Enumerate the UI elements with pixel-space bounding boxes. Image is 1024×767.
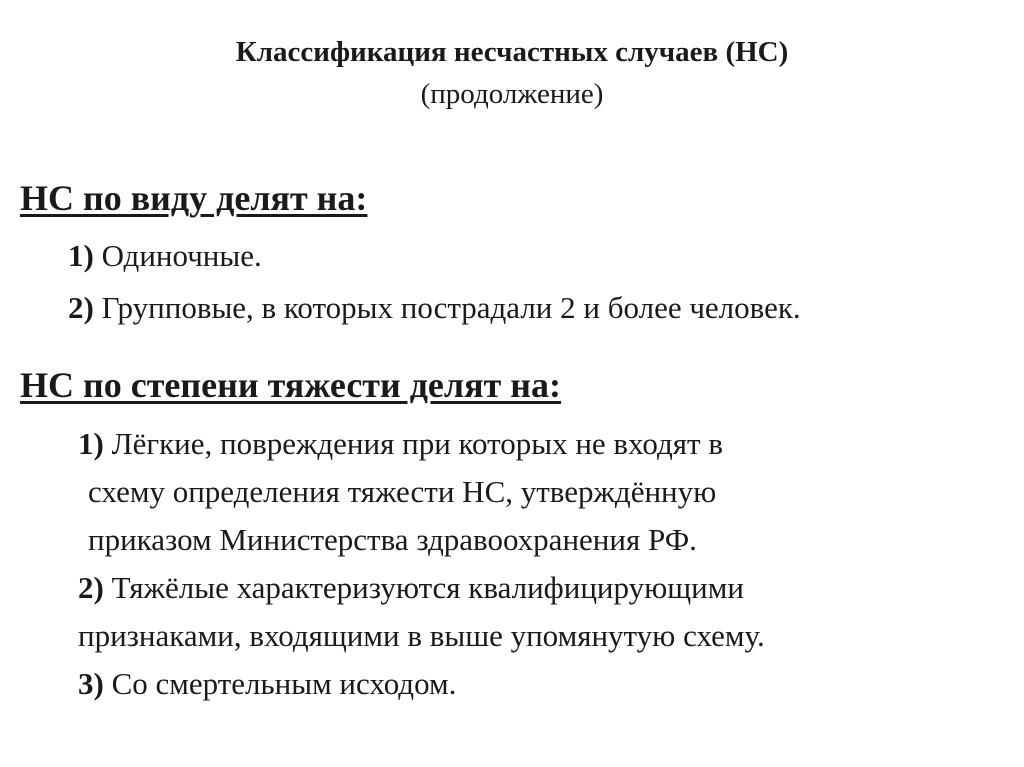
item-number: 3) bbox=[78, 666, 104, 701]
item-text-line: Тяжёлые характеризуются квалифицирующими bbox=[103, 570, 744, 605]
slide-title: Классификация несчастных случаев (НС) bbox=[235, 36, 789, 68]
list-item bbox=[78, 568, 744, 608]
item-number: 2) bbox=[68, 290, 94, 325]
list-item bbox=[68, 236, 262, 276]
section-heading-by-type: НС по виду делят на: bbox=[20, 178, 368, 218]
slide-subtitle: (продолжение) bbox=[420, 78, 604, 110]
list-item bbox=[68, 288, 801, 328]
item-text: Одиночные. bbox=[93, 238, 262, 273]
item-number: 1) bbox=[68, 238, 94, 273]
item-number: 2) bbox=[78, 570, 104, 605]
list-item bbox=[78, 424, 723, 464]
item-text-line: Лёгкие, повреждения при которых не входят в bbox=[103, 426, 723, 461]
list-item bbox=[78, 664, 456, 704]
item-number: 1) bbox=[78, 426, 104, 461]
item-continuation: приказом Министерства здравоохранения РФ. bbox=[88, 522, 697, 557]
section-heading-by-severity: НС по степени тяжести делят на: bbox=[20, 365, 562, 405]
item-text: Групповые, в которых пострадали 2 и более человек. bbox=[93, 290, 801, 325]
item-text-line: Со смертельным исходом. bbox=[103, 666, 457, 701]
item-continuation: схему определения тяжести НС, утверждённую bbox=[88, 474, 717, 509]
item-continuation: признаками, входящими в выше упомянутую схему. bbox=[78, 618, 765, 653]
